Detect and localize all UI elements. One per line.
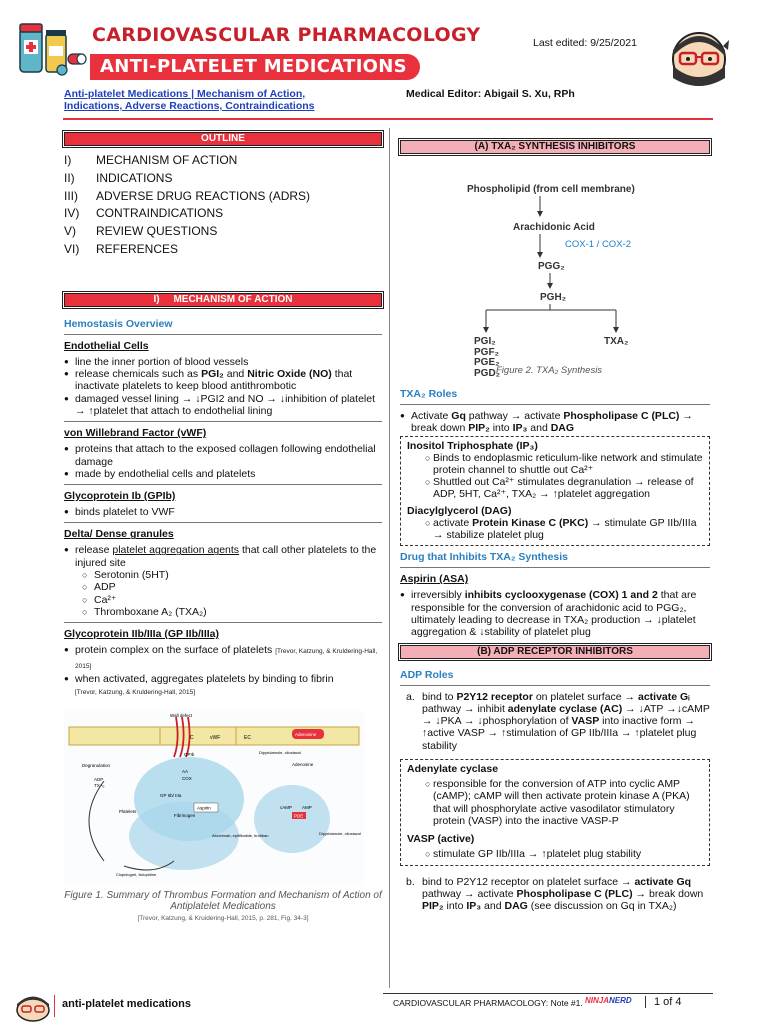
outline-item[interactable]: I) MECHANISM OF ACTION xyxy=(64,153,238,167)
aspirin-heading: Aspirin (ASA) xyxy=(400,573,469,586)
outline-item[interactable]: IV) CONTRAINDICATIONS xyxy=(64,206,224,221)
vasp-heading: VASP (active) xyxy=(407,833,475,846)
list-item: a. bind to P2Y12 receptor on platelet surface → activate Gᵢ pathway → inhibit adenylate cyclase (AC) → ↓ATP →↓cAMP → ↓PKA → ↓phosphorylation of VASP into inactive form → ↑active VASP → ↑stimulation of GP IIb/IIIa → ↑platelet plug stability xyxy=(406,690,710,752)
section-header-txa2: (A) TXA₂ SYNTHESIS INHIBITORS xyxy=(400,140,710,154)
fig2-pge2: PGE₂ xyxy=(474,357,500,368)
ninja-mascot-small-icon xyxy=(13,992,53,1022)
gp2b3a-heading: Glycoprotein IIb/IIIa (GP IIb/IIIa) xyxy=(64,628,219,641)
list-item: ● Activate Gq pathway → activate Phospholipase C (PLC) → break down PIP₂ into IP₃ and DAG xyxy=(400,410,710,435)
svg-text:C: C xyxy=(190,735,194,742)
right-column xyxy=(400,140,710,912)
svg-text:COX-1 / COX-2: COX-1 / COX-2 xyxy=(565,239,631,250)
video-link[interactable]: Anti-platelet Medications | Mechanism of Action, Indications, Adverse Reactions, Contraindications xyxy=(64,88,315,112)
outline-item[interactable]: V) REVIEW QUESTIONS xyxy=(64,224,218,239)
svg-text:vWF: vWF xyxy=(210,735,221,742)
svg-text:COX: COX xyxy=(182,776,192,782)
list-item: ● binds platelet to VWF xyxy=(64,506,382,518)
last-edited-date: Last edited: 9/25/2021 xyxy=(533,37,637,49)
adenylate-cyclase-heading: Adenylate cyclase xyxy=(407,763,499,776)
header-divider xyxy=(63,118,713,120)
outline-item[interactable]: VI) REFERENCES xyxy=(64,241,179,256)
left-column xyxy=(64,132,382,922)
svg-text:Aspirin: Aspirin xyxy=(197,805,211,811)
svg-text:Wall defect: Wall defect xyxy=(170,713,193,719)
txa2-roles-heading: TXA₂ Roles xyxy=(400,388,458,400)
svg-text:PGG₂: PGG₂ xyxy=(538,261,565,272)
adenylate-cyclase-box xyxy=(400,759,710,865)
vwf-heading: von Willebrand Factor (vWF) xyxy=(64,427,207,440)
svg-text:GP IIb/ IIIa: GP IIb/ IIIa xyxy=(160,793,182,799)
svg-text:Clopidogrel, ticlopidine: Clopidogrel, ticlopidine xyxy=(116,872,157,878)
list-subitem: ○ ADP xyxy=(64,581,382,593)
medical-editor: Medical Editor: Abigail S. Xu, RPh xyxy=(406,88,575,100)
ip3-heading: Inositol Triphosphate (IP₃) xyxy=(407,439,538,452)
svg-text:Degranulation: Degranulation xyxy=(82,763,111,769)
section-header-moa: I) MECHANISM OF ACTION xyxy=(64,293,382,307)
svg-text:Platelets: Platelets xyxy=(119,809,137,815)
svg-text:TXA₂: TXA₂ xyxy=(94,783,105,789)
ninja-mascot-icon xyxy=(668,26,730,88)
list-item: ● made by endothelial cells and platelets xyxy=(64,468,382,480)
gpib-heading: Glycoprotein Ib (GPIb) xyxy=(64,490,176,503)
svg-text:AMP: AMP xyxy=(302,805,312,811)
svg-text:ADP: ADP xyxy=(94,777,104,783)
list-subitem: ○ responsible for the conversion of ATP into cyclic AMP (cAMP); cAMP will then activate protein kinase A (PKA) that will phosphorylate active vasodilator stimulatory protein (VASP) into the inactive VASP-P xyxy=(407,778,703,827)
svg-text:Dipyridamole, cilostazol: Dipyridamole, cilostazol xyxy=(259,750,302,756)
svg-text:cAMP: cAMP xyxy=(280,805,293,811)
outline-header: OUTLINE xyxy=(64,132,382,146)
list-subitem: ○ Binds to endoplasmic reticulum-like network and stimulate protein channel to shuttle out Ca²⁺ xyxy=(407,452,703,477)
svg-text:Adenosine: Adenosine xyxy=(292,762,314,768)
outline-list xyxy=(64,152,382,259)
footer-topic: anti-platelet medications xyxy=(62,998,191,1010)
list-subitem: ○ Shuttled out Ca²⁺ stimulates degranulation → release of ADP, 5HT, Ca²⁺, TXA₂ → ↑platelet aggregation xyxy=(407,476,703,501)
endothelial-heading: Endothelial Cells xyxy=(64,339,149,352)
list-subitem: ○ Serotonin (5HT) xyxy=(64,569,382,581)
svg-text:Adenosine: Adenosine xyxy=(295,732,317,738)
brand-logo: NINJANERD xyxy=(585,996,632,1005)
list-item: ● irreversibly inhibits cyclooxygenase (COX) 1 and 2 that are responsible for the conversion of arachidonic acid to PGG₂, ultimately leading to decrease in TXA₂ production → ↓platelet aggregation & ↓stability of platelet plug xyxy=(400,589,710,638)
svg-text:EC: EC xyxy=(244,735,251,742)
hemostasis-heading: Hemostasis Overview xyxy=(64,317,173,330)
document-subtitle: ANTI-PLATELET MEDICATIONS xyxy=(100,56,407,77)
svg-text:Arachidonic Acid: Arachidonic Acid xyxy=(513,222,595,233)
list-item: ● when activated, aggregates platelets by binding to fibrin [Trevor, Katzung, & Kruldering-Hall, 2015] xyxy=(64,673,382,700)
list-item: ● proteins that attach to the exposed collagen following endothelial damage xyxy=(64,443,382,468)
svg-text:PDE: PDE xyxy=(294,813,304,819)
column-divider xyxy=(389,128,390,988)
page-number: 1 of 4 xyxy=(645,996,682,1008)
list-item: b. bind to P2Y12 receptor on platelet surface → activate Gq pathway → activate Phospholipase C (PLC) → break down PIP₂ into IP₃ and DAG (see discussion on Gq in TXA₂) xyxy=(406,875,704,913)
outline-item[interactable]: II) INDICATIONS xyxy=(64,170,173,185)
fig2-pgd2: PGD₂ xyxy=(474,368,501,379)
dense-granules-heading: Delta/ Dense granules xyxy=(64,528,174,541)
figure-2-caption: Figure 2. TXA₂ Synthesis xyxy=(496,365,603,376)
outline-item[interactable]: III) ADVERSE DRUG REACTIONS (ADRS) xyxy=(64,188,311,203)
ip3-dag-box xyxy=(400,436,710,547)
svg-text:Phospholipid (from cell membra: Phospholipid (from cell membrane) xyxy=(467,184,635,195)
svg-text:PGI₂: PGI₂ xyxy=(474,336,496,347)
svg-text:Abciximab, eptifibatide, tirof: Abciximab, eptifibatide, tirofiban xyxy=(212,833,269,839)
svg-text:Fibrinogen: Fibrinogen xyxy=(174,813,196,819)
svg-text:GPIb: GPIb xyxy=(184,752,195,758)
dag-heading: Diacylglycerol (DAG) xyxy=(407,504,512,517)
list-subitem: ○ activate Protein Kinase C (PKC) → stimulate GP IIb/IIIa → stabilize platelet plug xyxy=(407,517,703,542)
list-item: ● protein complex on the surface of platelets [Trevor, Katzung, & Kruldering-Hall, 2015] xyxy=(64,644,382,673)
list-subitem: ○ Ca²⁺ xyxy=(64,594,382,606)
footer-note: CARDIOVASCULAR PHARMACOLOGY: Note #1. xyxy=(393,998,583,1008)
svg-text:AA: AA xyxy=(182,769,189,775)
list-item: ● release chemicals such as PGI₂ and Nitric Oxide (NO) that inactivate platelets to keep blood antithrombotic xyxy=(64,368,382,393)
pharmacy-logo-icon xyxy=(18,20,88,80)
txa2-synthesis-figure xyxy=(400,162,710,362)
figure-1-source: [Trevor, Katzung, & Kruidering-Hall, 2015, p. 281, Fig. 34-3] xyxy=(137,915,309,923)
figure-1-caption: Figure 1. Summary of Thrombus Formation and Mechanism of Action of Antiplatelet Medications xyxy=(64,890,382,913)
svg-text:TXA₂: TXA₂ xyxy=(604,336,629,347)
list-item: ● damaged vessel lining → ↓PGI2 and NO → ↓inhibition of platelet → ↑platelet that attach to endothelial lining xyxy=(64,393,382,418)
list-subitem: ○ stimulate GP IIb/IIIa → ↑platelet plug stability xyxy=(407,848,703,860)
svg-text:PGH₂: PGH₂ xyxy=(540,292,567,303)
document-title: CARDIOVASCULAR PHARMACOLOGY xyxy=(92,24,481,46)
svg-text:Dipyridamole, cilostazol: Dipyridamole, cilostazol xyxy=(319,831,362,837)
svg-text:PGF₂: PGF₂ xyxy=(474,347,499,358)
section-header-adp: (B) ADP RECEPTOR INHIBITORS xyxy=(400,645,710,659)
drug-inhibits-heading: Drug that Inhibits TXA₂ Synthesis xyxy=(400,551,569,564)
list-item: ● release platelet aggregation agents that call other platelets to the injured site xyxy=(64,544,382,569)
adp-roles-heading: ADP Roles xyxy=(400,668,454,681)
list-item: ● line the inner portion of blood vessels xyxy=(64,356,382,368)
list-subitem: ○ Thromboxane A₂ (TXA₂) xyxy=(64,606,382,618)
thrombus-formation-figure xyxy=(64,711,364,887)
